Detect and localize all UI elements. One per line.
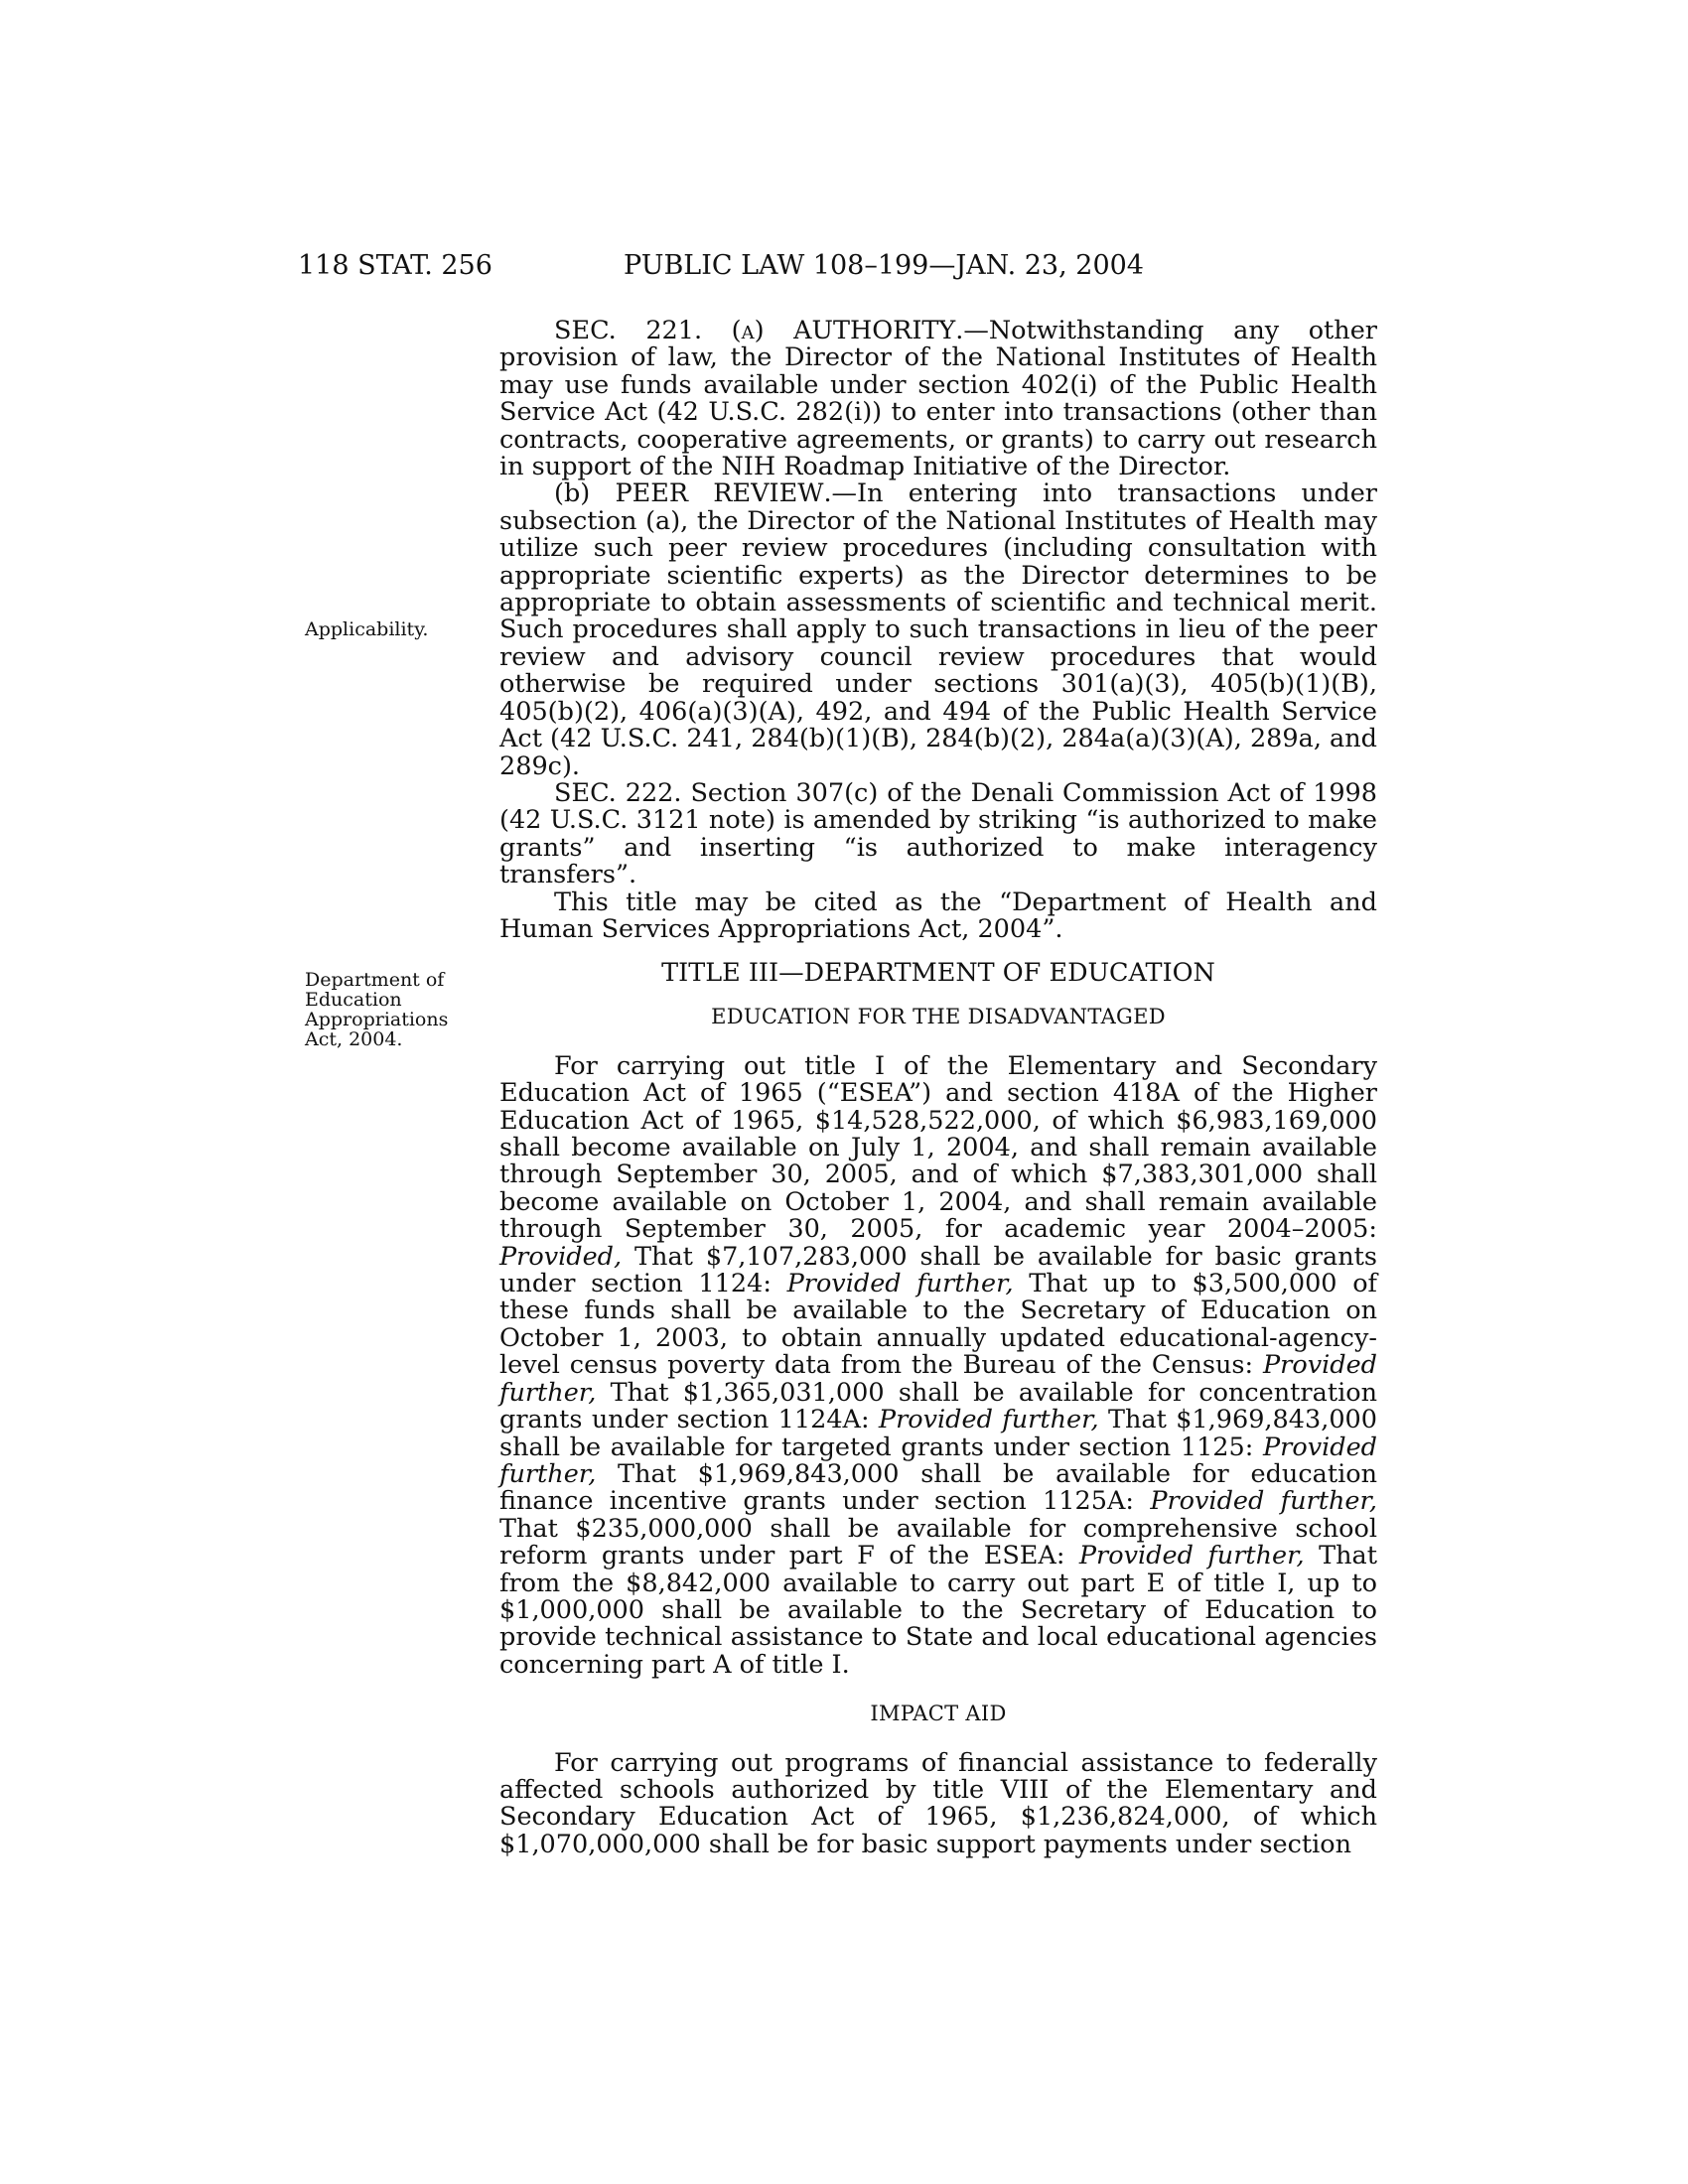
sec-221-b-heading: PEER REVIEW — [615, 478, 824, 509]
sec-221-a-heading: AUTHORITY — [793, 316, 956, 345]
education-disadvantaged-heading: EDUCATION FOR THE DISADVANTAGED — [711, 1005, 1166, 1029]
sec-221-a — [499, 318, 1377, 480]
sec-222 — [499, 777, 1377, 890]
running-head: PUBLIC LAW 108–199—JAN. 23, 2004 — [624, 250, 1144, 281]
sec-221-label: SEC. 221. (a) — [554, 316, 794, 345]
page-header — [298, 250, 1380, 290]
body-column-top — [499, 318, 1377, 943]
sec-222-text: Section 307(c) of the Denali Commission Act of 1998 (42 U.S.C. 3121 note) is amended by striking “is authorized to make grants” and inserting “is authorized to make interagency transfers”. — [499, 777, 1377, 890]
sec-221-b — [499, 480, 1377, 779]
margin-note-applicability: Applicability. — [305, 618, 429, 640]
sec-221-b-text: .—In entering into transactions under subsection (a), the Director of the National Institutes of Health may utilize such peer review procedures (including consultation with appropriate scientific experts) as the Director determines to be appropriate to obtain assessments of scientific and technical merit. Such procedures shall apply to such transactions in lieu of the peer review and advisory council review procedures that would otherwise be required under sections 301(a)(3), 405(b)(1)(B), 405(b)(2), 406(a)(3)(A), 492, and 494 of the Public Health Service Act (42 U.S.C. 241, 284(b)(1)(B), 284(b)(2), 284a(a)(3)(A), 289a, and 289c). — [499, 478, 1377, 781]
education-disadvantaged-paragraph: For carrying out title I of the Elementary and Secondary Education Act of 1965 (“ESEA”) and section 418A of the Higher Education Act of 1965, $14,528,522,000, of which $6,983,169,000 shall become available on July 1, 2004, and shall remain available through September 30, 2005, and of which $7,383,301,000 shall become available on October 1, 2004, and shall remain available through September 30, 2005, for academic year 2004–2005: Provided, That $7,107,283,000 shall be available for basic grants under section 1124: Provided further, That up to $3,500,000 of these funds shall be available to the Secretary of Education on October 1, 2003, to obtain annually updated educational-agency-level census poverty data from the Bureau of the Census: Provided further, That $1,365,031,000 shall be available for concentration grants under section 1124A: Provided further, That $1,969,843,000 shall be available for targeted grants under section 1125: Provided further, That $1,969,843,000 shall be available for education finance incentive grants under section 1125A: Provided further, That $235,000,000 shall be available for comprehensive school reform grants under part F of the ESEA: Provided further, That from the $8,842,000 available to carry out part E of title I, up to $1,000,000 shall be available to the Secretary of Education to provide technical assistance to State and local educational agencies concerning part A of title I. — [499, 1050, 1377, 1680]
sec-222-label: SEC. 222. — [554, 777, 691, 808]
body-column-title-iii — [499, 960, 1377, 1858]
title-citation: This title may be cited as the “Department of Health and Human Services Appropriations Act, 2004”. — [499, 887, 1377, 944]
sec-221-b-label: (b) — [554, 478, 616, 509]
margin-note-education-act: Department of Education Appropriations Act, 2004. — [305, 969, 449, 1050]
impact-aid-paragraph: For carrying out programs of financial assistance to federally affected schools authorized by title VIII of the Elementary and Secondary Education Act of 1965, $1,236,824,000, of which $1,070,000,000 shall be for basic support payments under section — [499, 1747, 1377, 1859]
statute-page-number: 118 STAT. 256 — [298, 250, 492, 281]
impact-aid-heading: IMPACT AID — [870, 1702, 1007, 1726]
title-iii-heading: TITLE III—DEPARTMENT OF EDUCATION — [661, 958, 1215, 988]
sec-221-a-text: .—Notwithstanding any other provision of law, the Director of the National Institutes of Health may use funds available under section 402(i) of the Public Health Service Act (42 U.S.C. 282(i)) to enter into transactions (other than contracts, cooperative agreements, or grants) to carry out research in support of the NIH Roadmap Initiative of the Director. — [499, 316, 1377, 482]
